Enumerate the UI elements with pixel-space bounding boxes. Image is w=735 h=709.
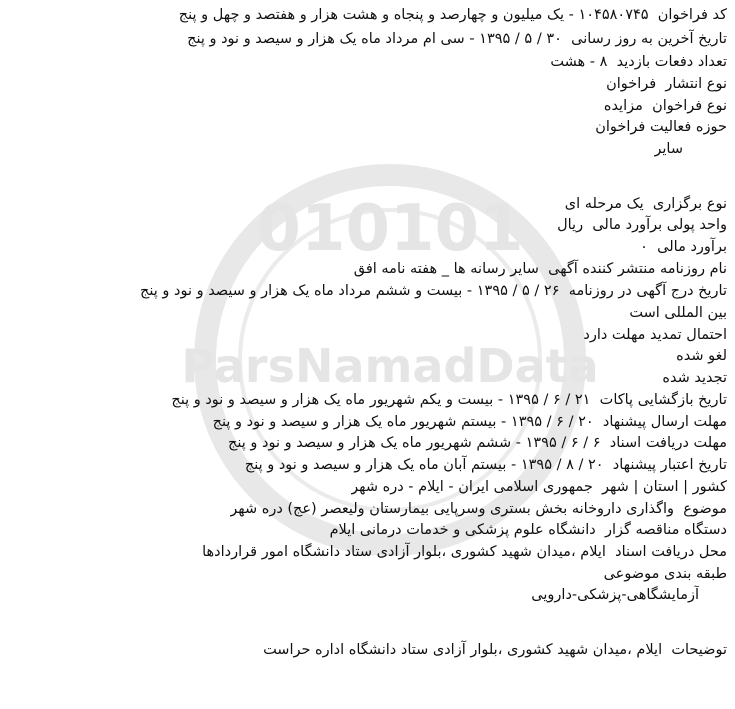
- value: ۶ / ۶ / ۱۳۹۵ - ششم شهریور ماه یک هزار و سیصد و نود و پنج: [228, 435, 601, 451]
- value: ۱۰۴۵۸۰۷۴۵ - یک میلیون و چهارصد و پنجاه و هشت هزار و هفتصد و چهل و پنج: [178, 7, 649, 23]
- label: لغو شده: [676, 348, 727, 364]
- row-classification-value: [531, 585, 699, 605]
- label: نوع انتشار: [665, 76, 727, 92]
- label: توضیحات: [671, 642, 727, 658]
- label: احتمال تمدید مهلت دارد: [583, 327, 727, 343]
- label: نوع فراخوان: [652, 98, 727, 114]
- value: فراخوان: [606, 76, 657, 92]
- value: ایلام ،میدان شهید کشوری ،بلوار آزادی ستاد دانشگاه اداره حراست: [263, 642, 663, 658]
- row-validity-date: [245, 455, 727, 475]
- label: تاریخ اعتبار پیشنهاد: [612, 457, 727, 473]
- row-activity-area: [595, 117, 727, 137]
- row-description: [263, 640, 727, 660]
- value: دانشگاه علوم پزشکی و خدمات درمانی ایلام: [329, 522, 596, 538]
- watermark-brand: ParsNamadData: [181, 339, 599, 393]
- row-tender-code: [179, 5, 727, 25]
- watermark-digits: 010101: [256, 192, 524, 266]
- row-extension: [583, 325, 727, 345]
- label: بین المللی است: [629, 305, 727, 321]
- value: ۰: [640, 239, 648, 255]
- value: آزمایشگاهی-پزشکی-دارویی: [531, 587, 699, 603]
- label: واحد پولی برآورد مالی: [592, 217, 727, 233]
- label: تعداد دفعات بازدید: [616, 54, 727, 70]
- value: ۲۰ / ۶ / ۱۳۹۵ - بیستم شهریور ماه یک هزار و سیصد و نود و پنج: [212, 414, 594, 430]
- row-documents-deadline: [228, 433, 727, 453]
- label: نوع برگزاری: [652, 196, 727, 212]
- row-documents-place: [202, 542, 727, 562]
- value: ۳۰ / ۵ / ۱۳۹۵ - سی ام مرداد ماه یک هزار و سیصد و نود و پنج: [187, 31, 562, 47]
- value: سایر رسانه ها _ هفته نامه افق: [353, 261, 539, 277]
- value: ایلام ،میدان شهید کشوری ،بلوار آزادی ستاد دانشگاه امور قراردادها: [202, 544, 606, 560]
- value: ۸ - هشت: [550, 54, 608, 70]
- row-location: [351, 477, 727, 497]
- row-currency: [557, 215, 727, 235]
- label: برآورد مالی: [657, 239, 727, 255]
- row-opening-date: [171, 390, 727, 410]
- label: تاریخ درج آگهی در روزنامه: [568, 283, 727, 299]
- row-visit-count: [550, 52, 727, 72]
- row-ad-date: [140, 281, 727, 301]
- value: ریال: [557, 217, 584, 233]
- value: مزایده: [603, 98, 643, 114]
- label: مهلت ارسال پیشنهاد: [602, 414, 727, 430]
- label: کشور | استان | شهر: [602, 479, 727, 495]
- label: کد فراخوان: [657, 7, 727, 23]
- row-estimate: [640, 237, 727, 257]
- label: مهلت دریافت اسناد: [609, 435, 727, 451]
- value: واگذاری داروخانه بخش بستری وسرپایی بیمارستان ولیعصر (عج) دره شهر: [230, 501, 675, 517]
- row-holding-type: [565, 194, 727, 214]
- row-tender-type: [604, 96, 727, 116]
- value: سایر: [654, 141, 683, 157]
- row-newspaper: [354, 259, 727, 279]
- value: یک مرحله ای: [564, 196, 644, 212]
- label: نام روزنامه منتشر کننده آگهی: [548, 261, 727, 277]
- row-organizer: [330, 520, 727, 540]
- label: طبقه بندی موضوعی: [603, 566, 727, 582]
- row-international: [629, 303, 727, 323]
- label: تاریخ بازگشایی پاکات: [599, 392, 727, 408]
- value: ۲۱ / ۶ / ۱۳۹۵ - بیست و یکم شهریور ماه یک هزار و سیصد و نود و پنج: [171, 392, 591, 408]
- row-cancelled: [676, 346, 727, 366]
- label: موضوع: [683, 501, 727, 517]
- value: ۲۰ / ۸ / ۱۳۹۵ - بیستم آبان ماه یک هزار و سیصد و نود و پنج: [244, 457, 604, 473]
- label: محل دریافت اسناد: [615, 544, 727, 560]
- value: ۲۶ / ۵ / ۱۳۹۵ - بیست و ششم مرداد ماه یک هزار و سیصد و نود و پنج: [140, 283, 560, 299]
- label: حوزه فعالیت فراخوان: [595, 119, 727, 135]
- row-subject: [230, 499, 727, 519]
- row-last-update: [187, 29, 727, 49]
- label: تجدید شده: [662, 370, 727, 386]
- label: دستگاه مناقصه گزار: [605, 522, 727, 538]
- row-classification: [604, 564, 727, 584]
- label: تاریخ آخرین به روز رسانی: [571, 31, 727, 47]
- row-submission-deadline: [213, 412, 727, 432]
- row-activity-value: [654, 139, 683, 159]
- row-renewed: [662, 368, 727, 388]
- value: جمهوری اسلامی ایران - ایلام - دره شهر: [351, 479, 593, 495]
- row-publish-type: [606, 74, 727, 94]
